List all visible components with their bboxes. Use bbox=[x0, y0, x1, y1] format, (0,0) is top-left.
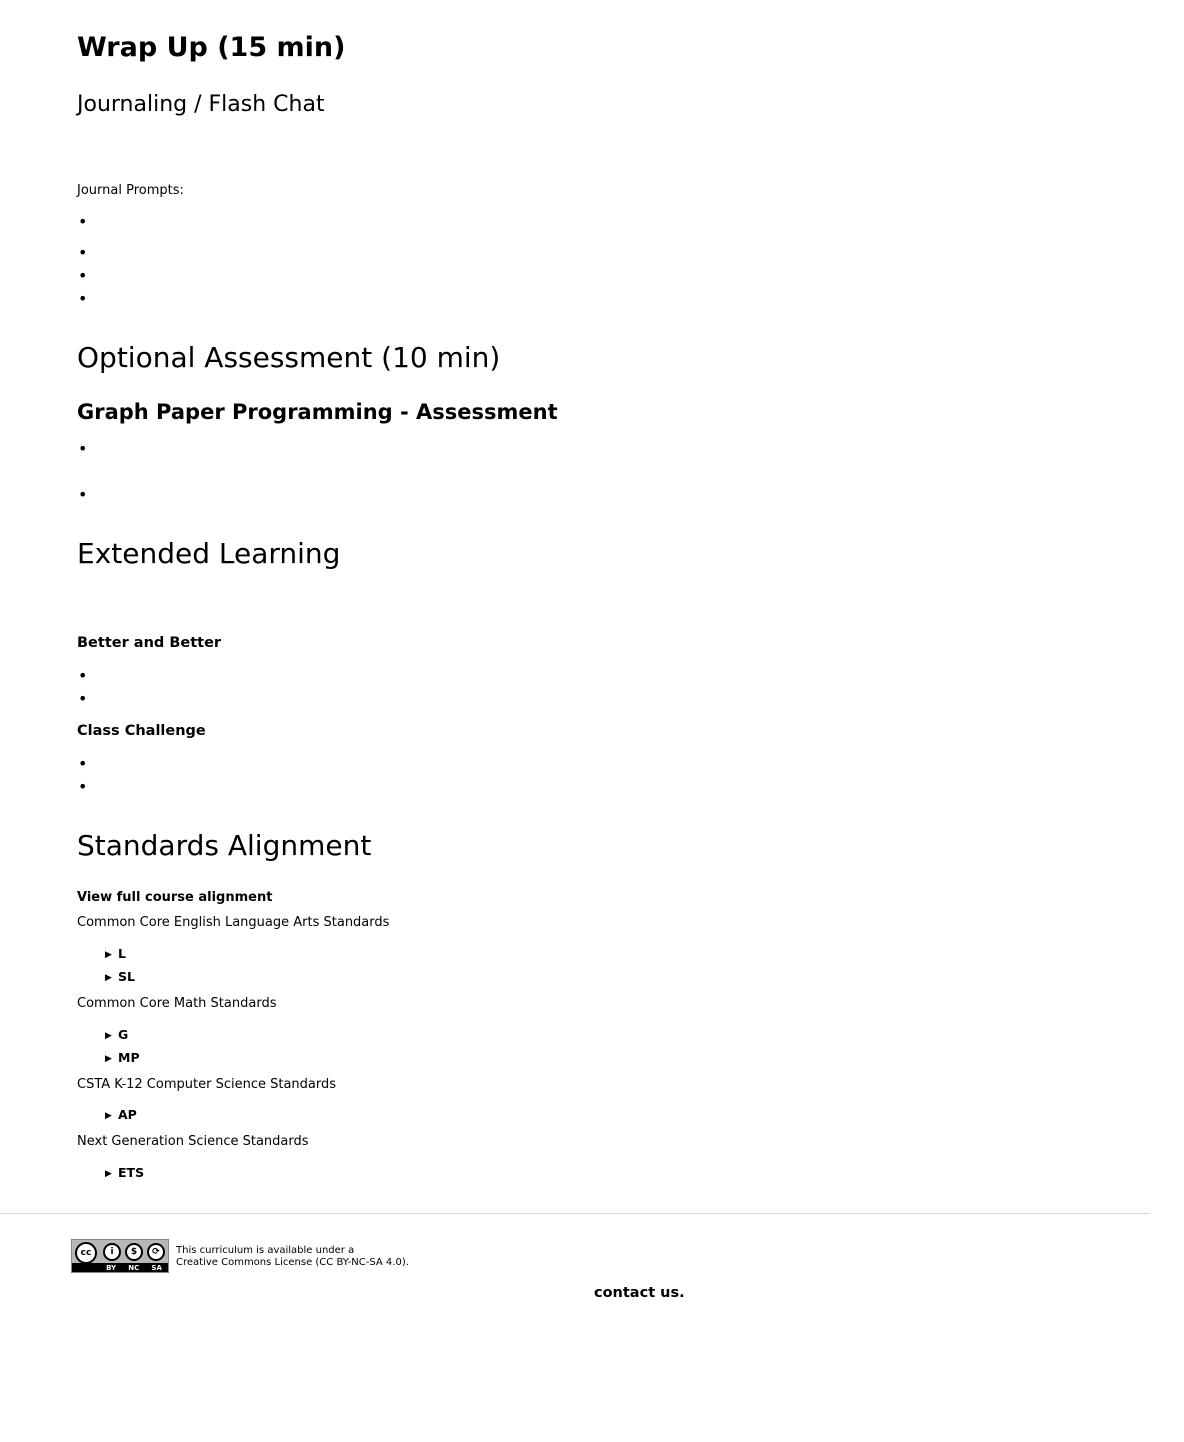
contact-us-link[interactable]: contact us. bbox=[594, 1285, 685, 1301]
assessment-heading: Optional Assessment (10 min) bbox=[77, 341, 501, 374]
cc-label-nc: NC bbox=[128, 1264, 140, 1272]
wrap-up-heading: Wrap Up (15 min) bbox=[77, 32, 346, 63]
expand-triangle-icon: ▶ bbox=[105, 1111, 112, 1121]
standards-group-csta: CSTA K-12 Computer Science Standards bbox=[77, 1077, 337, 1092]
expand-triangle-icon: ▶ bbox=[105, 1031, 112, 1041]
sharealike-icon: ⟳ bbox=[147, 1243, 165, 1261]
license-text bbox=[176, 1245, 409, 1268]
view-full-course-alignment-link[interactable]: View full course alignment bbox=[77, 890, 273, 905]
expand-triangle-icon: ▶ bbox=[105, 1169, 112, 1179]
attribution-icon: i bbox=[103, 1243, 121, 1261]
standard-item-label: G bbox=[118, 1027, 129, 1042]
list-item: • bbox=[78, 777, 88, 796]
standard-item-label: ETS bbox=[118, 1165, 145, 1180]
cc-label-sa: SA bbox=[151, 1264, 162, 1272]
standards-heading: Standards Alignment bbox=[77, 829, 372, 862]
standard-item-label: AP bbox=[118, 1107, 137, 1122]
standard-item-ets[interactable] bbox=[105, 1165, 144, 1180]
cc-icon: cc bbox=[75, 1242, 97, 1264]
list-item: • bbox=[78, 689, 88, 708]
assessment-subheading: Graph Paper Programming - Assessment bbox=[77, 400, 558, 424]
list-item: • bbox=[78, 266, 88, 285]
standard-item-label: MP bbox=[118, 1050, 140, 1065]
standard-item-mp[interactable] bbox=[105, 1050, 140, 1065]
noncommercial-icon: $ bbox=[125, 1243, 143, 1261]
license-line-2[interactable]: Creative Commons License (CC BY-NC-SA 4.0). bbox=[176, 1256, 409, 1268]
class-challenge-title: Class Challenge bbox=[77, 723, 206, 739]
standard-item-ap[interactable] bbox=[105, 1107, 137, 1122]
extended-learning-heading: Extended Learning bbox=[77, 537, 341, 570]
standard-item-label: L bbox=[118, 946, 126, 961]
list-item: • bbox=[78, 243, 88, 262]
standard-item-l[interactable] bbox=[105, 946, 126, 961]
standard-item-label: SL bbox=[118, 969, 135, 984]
list-item: • bbox=[78, 212, 88, 231]
list-item: • bbox=[78, 754, 88, 773]
list-item: • bbox=[78, 666, 88, 685]
footer-divider bbox=[0, 1213, 1150, 1214]
expand-triangle-icon: ▶ bbox=[105, 950, 112, 960]
standards-group-ngss: Next Generation Science Standards bbox=[77, 1134, 309, 1149]
expand-triangle-icon: ▶ bbox=[105, 973, 112, 983]
standard-item-sl[interactable] bbox=[105, 969, 135, 984]
license-line-1: This curriculum is available under a bbox=[176, 1245, 355, 1256]
standards-group-ela: Common Core English Language Arts Standards bbox=[77, 915, 390, 930]
list-item: • bbox=[78, 289, 88, 308]
better-and-better-title: Better and Better bbox=[77, 635, 222, 651]
creative-commons-badge[interactable] bbox=[71, 1239, 169, 1273]
cc-badge-labels bbox=[100, 1263, 168, 1273]
journaling-subheading: Journaling / Flash Chat bbox=[77, 92, 325, 117]
standards-group-math: Common Core Math Standards bbox=[77, 996, 277, 1011]
journal-prompts-label: Journal Prompts: bbox=[77, 183, 184, 198]
expand-triangle-icon: ▶ bbox=[105, 1054, 112, 1064]
standard-item-g[interactable] bbox=[105, 1027, 128, 1042]
list-item: • bbox=[78, 485, 88, 504]
cc-label-by: BY bbox=[106, 1264, 117, 1272]
list-item: • bbox=[78, 439, 88, 458]
